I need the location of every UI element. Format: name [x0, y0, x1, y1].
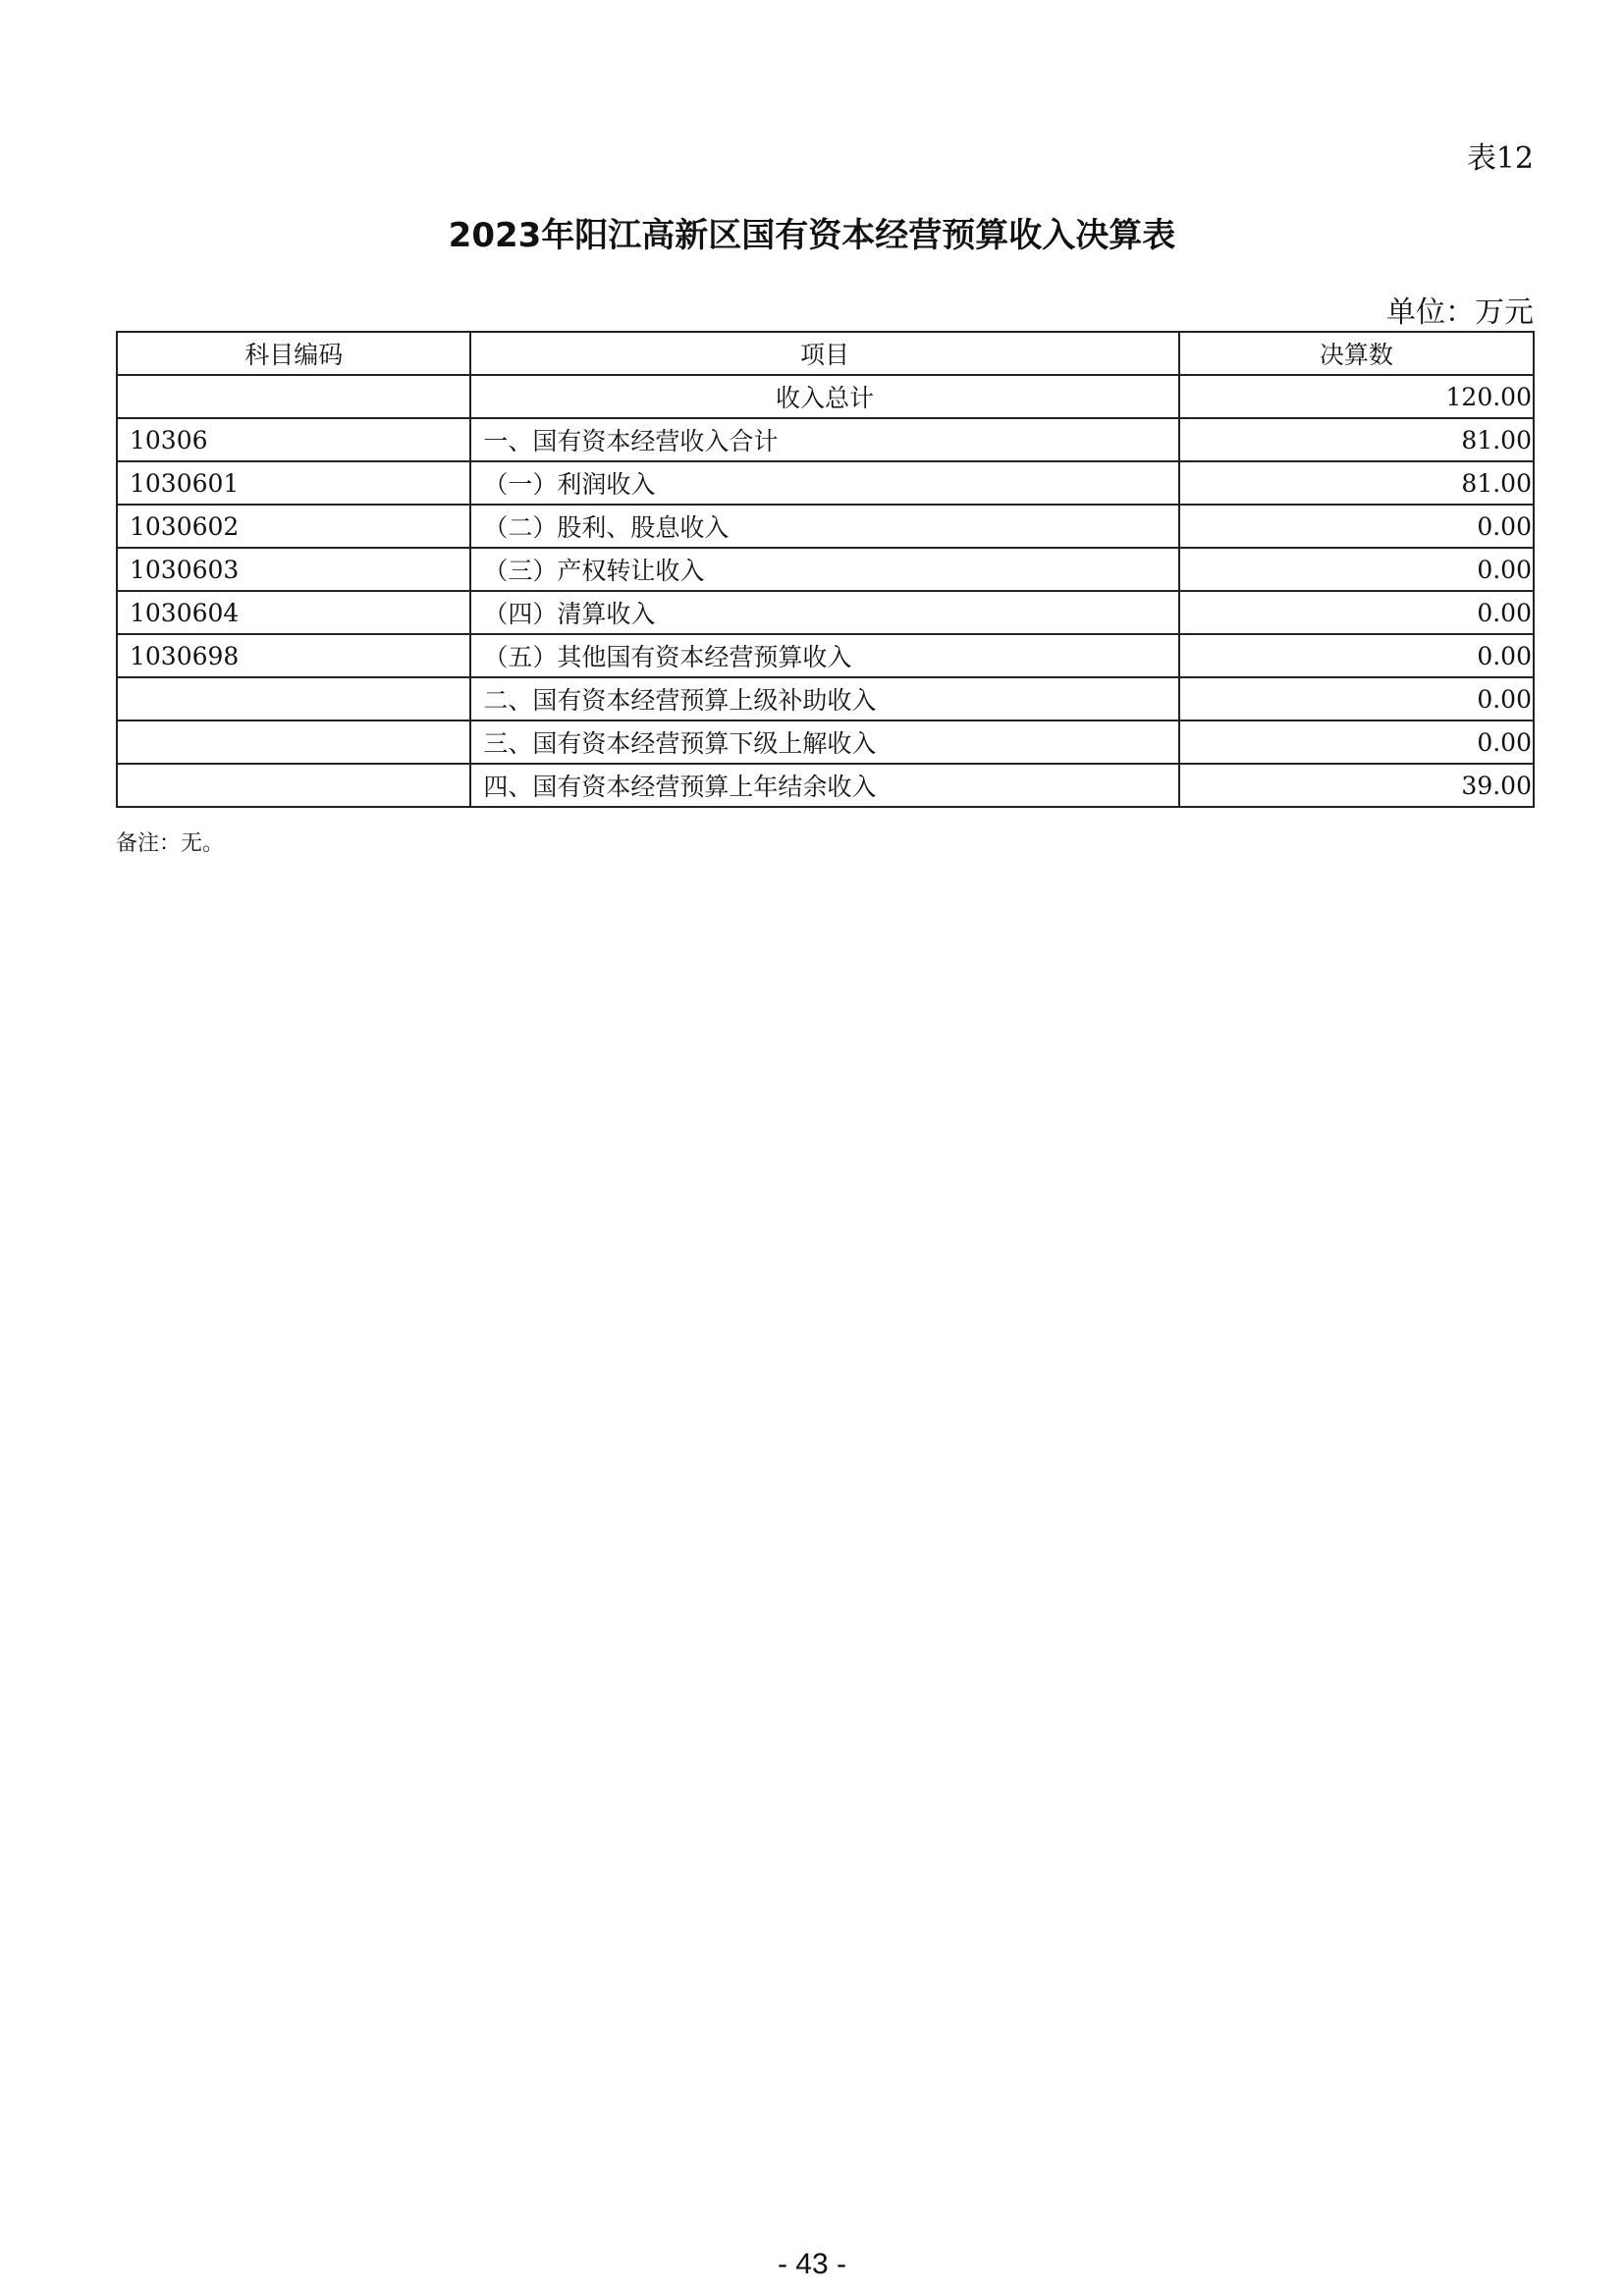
cell-item: 二、国有资本经营预算上级补助收入: [470, 677, 1178, 721]
header-code: 科目编码: [117, 332, 470, 375]
cell-code: 1030604: [117, 591, 470, 634]
header-row: [117, 332, 1534, 375]
cell-item: （四）清算收入: [470, 591, 1178, 634]
cell-value: 0.00: [1179, 505, 1534, 548]
table-row: [117, 634, 1534, 677]
cell-value: 0.00: [1179, 634, 1534, 677]
cell-value: 39.00: [1179, 764, 1534, 807]
cell-value: 120.00: [1179, 375, 1534, 418]
cell-code: 1030603: [117, 548, 470, 591]
cell-value: 0.00: [1179, 721, 1534, 764]
revenue-table: [116, 331, 1535, 808]
cell-code: [117, 764, 470, 807]
page-number: - 43 -: [777, 2248, 847, 2280]
cell-value: 0.00: [1179, 548, 1534, 591]
footnote: 备注：无。: [116, 831, 225, 856]
table-number: 表12: [1466, 141, 1534, 176]
header-value: 决算数: [1179, 332, 1534, 375]
table-row: [117, 721, 1534, 764]
table-row: [117, 461, 1534, 505]
cell-item: （一）利润收入: [470, 461, 1178, 505]
page-title: 2023年阳江高新区国有资本经营预算收入决算表: [448, 216, 1176, 255]
cell-item: 四、国有资本经营预算上年结余收入: [470, 764, 1178, 807]
table-row: [117, 548, 1534, 591]
table-row: [117, 764, 1534, 807]
cell-value: 0.00: [1179, 677, 1534, 721]
cell-value: 81.00: [1179, 461, 1534, 505]
cell-code: [117, 375, 470, 418]
cell-code: [117, 721, 470, 764]
cell-item: （五）其他国有资本经营预算收入: [470, 634, 1178, 677]
table-row: [117, 418, 1534, 461]
cell-item: 三、国有资本经营预算下级上解收入: [470, 721, 1178, 764]
table-row: [117, 677, 1534, 721]
cell-item: 收入总计: [470, 375, 1178, 418]
cell-item: （二）股利、股息收入: [470, 505, 1178, 548]
unit-label: 单位：万元: [1386, 295, 1534, 330]
cell-item: （三）产权转让收入: [470, 548, 1178, 591]
cell-code: 1030602: [117, 505, 470, 548]
cell-value: 81.00: [1179, 418, 1534, 461]
cell-code: 1030601: [117, 461, 470, 505]
cell-item: 一、国有资本经营收入合计: [470, 418, 1178, 461]
header-item: 项目: [470, 332, 1178, 375]
cell-code: 1030698: [117, 634, 470, 677]
table-row: [117, 591, 1534, 634]
table-row: [117, 505, 1534, 548]
cell-value: 0.00: [1179, 591, 1534, 634]
total-row: [117, 375, 1534, 418]
cell-code: [117, 677, 470, 721]
cell-code: 10306: [117, 418, 470, 461]
